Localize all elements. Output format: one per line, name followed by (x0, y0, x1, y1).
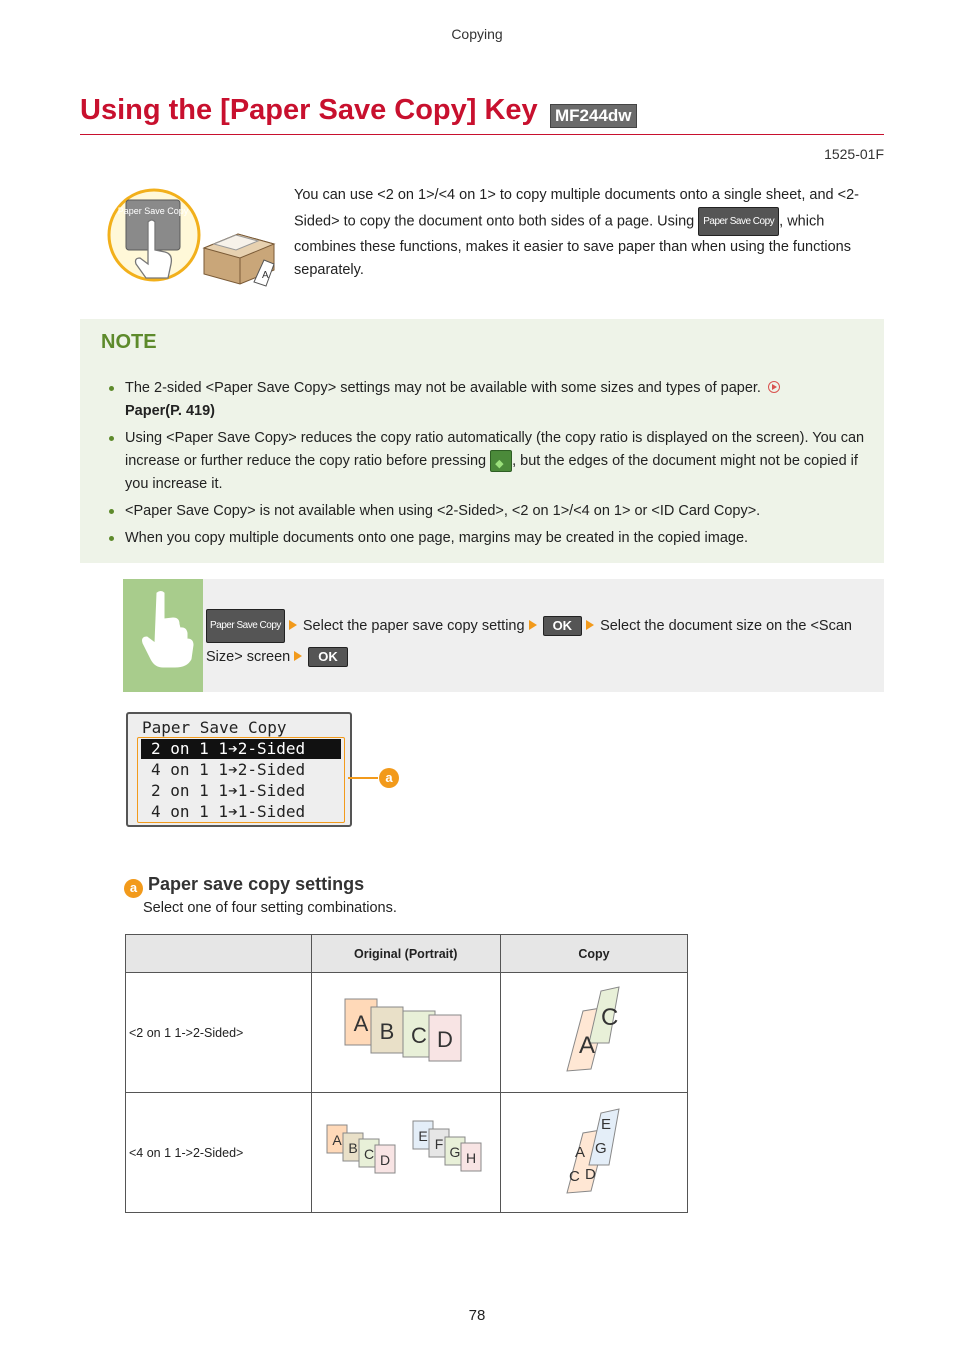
start-key-icon (490, 450, 512, 472)
note-item: <Paper Save Copy> is not available when using <2-Sided>, <2 on 1>/<4 on 1> or <ID Card Copy>. (106, 500, 866, 523)
svg-text:C: C (410, 1023, 427, 1048)
settings-table (125, 934, 688, 1213)
svg-text:E: E (418, 1128, 428, 1144)
lcd-option: 4 on 1 1➔2-Sided (151, 760, 306, 779)
page-card (375, 1145, 395, 1173)
callout-line (348, 777, 378, 779)
paper-save-copy-key-icon: Paper Save Copy (206, 609, 285, 643)
svg-text:G: G (594, 1140, 607, 1157)
illustration-key-text: Paper Save Copy (117, 206, 189, 216)
copy-2on1-illustration (549, 981, 639, 1081)
procedure-icon-column (123, 579, 203, 692)
hand-pointer-icon (123, 579, 203, 692)
paper-save-copy-key-icon: Paper Save Copy (698, 207, 779, 236)
lcd-option: 2 on 1 1➔2-Sided (141, 739, 341, 759)
lcd-option: 4 on 1 1➔1-Sided (151, 802, 306, 821)
step-arrow-icon (289, 620, 297, 630)
note-box (80, 319, 884, 563)
ok-key-icon: OK (308, 647, 348, 667)
procedure-step-2: Select the document size on the <Scan Size> screen (206, 617, 852, 665)
callout-marker: a (379, 768, 399, 788)
table-cell-label: <2 on 1 1->2-Sided> (126, 973, 312, 1093)
svg-text:D: D (379, 1152, 390, 1168)
intro-text-part1: You can use <2 on 1>/<4 on 1> to copy multiple documents onto a single sheet, and <2-Sided> to copy the document onto both sides of a page. Using (294, 187, 859, 230)
svg-text:C: C (363, 1146, 374, 1162)
note-item: The 2-sided <Paper Save Copy> settings may not be available with some sizes and types of paper. Paper(P. 419) (106, 377, 866, 423)
table-header-row (126, 935, 688, 973)
intro-text-part2: , which combines these functions, makes it easier to save paper than when using the functions separately. (294, 213, 851, 278)
table-cell-copy (500, 1093, 687, 1213)
step-arrow-icon (294, 651, 302, 661)
section-marker: a (124, 879, 143, 898)
svg-text:A: A (574, 1144, 585, 1161)
table-header (126, 935, 312, 973)
svg-text:E: E (600, 1116, 611, 1133)
svg-text:A: A (353, 1011, 369, 1036)
table-row (126, 973, 688, 1093)
svg-text:B: B (348, 1140, 358, 1156)
procedure-box (123, 579, 884, 692)
svg-text:F: F (434, 1136, 444, 1152)
svg-text:A: A (262, 270, 269, 281)
svg-text:B: B (379, 1019, 395, 1044)
svg-text:C: C (600, 1004, 619, 1031)
lcd-screen (126, 712, 352, 827)
step-arrow-icon (529, 620, 537, 630)
originals-2on1-illustration (331, 991, 481, 1071)
title-row (80, 94, 884, 135)
page-number: 78 (468, 1307, 486, 1324)
svg-text:A: A (578, 1032, 595, 1059)
originals-4on1-illustration (321, 1111, 491, 1191)
paper-save-copy-illustration (104, 186, 282, 298)
table-cell-original (311, 1093, 500, 1213)
page-card (461, 1143, 481, 1171)
svg-text:G: G (449, 1144, 461, 1160)
link-arrow-icon (768, 381, 780, 393)
svg-text:A: A (332, 1132, 342, 1148)
table-cell-original (311, 973, 500, 1093)
model-badge: MF244dw (550, 104, 637, 128)
table-cell-label: <4 on 1 1->2-Sided> (126, 1093, 312, 1213)
procedure-steps (206, 609, 876, 671)
lcd-option: 2 on 1 1➔1-Sided (151, 781, 306, 800)
ok-key-icon: OK (543, 616, 583, 636)
running-header: Copying (451, 26, 503, 42)
svg-text:D: D (584, 1166, 596, 1183)
intro-paragraph (294, 184, 869, 282)
svg-text:C: C (568, 1168, 580, 1185)
table-row (126, 1093, 688, 1213)
svg-text:H: H (465, 1150, 476, 1166)
note-heading: NOTE (101, 331, 157, 353)
lcd-title: Paper Save Copy (142, 718, 287, 737)
paper-link[interactable]: Paper(P. 419) (125, 403, 216, 419)
procedure-step-1: Select the paper save copy setting (302, 617, 525, 634)
table-cell-copy (500, 973, 687, 1093)
page-title: Using the [Paper Save Copy] Key (80, 94, 538, 126)
document-id: 1525-01F (824, 146, 884, 162)
section-description: Select one of four setting combinations. (143, 900, 397, 916)
page-card (429, 1015, 461, 1061)
page-card (371, 1007, 403, 1053)
note-list (106, 377, 866, 554)
svg-text:D: D (436, 1027, 453, 1052)
note-item: When you copy multiple documents onto one page, margins may be created in the copied image. (106, 527, 866, 550)
copy-4on1-illustration (549, 1101, 639, 1201)
table-header: Original (Portrait) (311, 935, 500, 973)
step-arrow-icon (586, 620, 594, 630)
table-header: Copy (500, 935, 687, 973)
note-item: Using <Paper Save Copy> reduces the copy ratio automatically (the copy ratio is displayed on the screen). You can increase or further reduce the copy ratio before pressing ◆, but the edges of the document might not be copied if you increase it. (106, 427, 866, 496)
section-title: Paper save copy settings (148, 874, 365, 894)
